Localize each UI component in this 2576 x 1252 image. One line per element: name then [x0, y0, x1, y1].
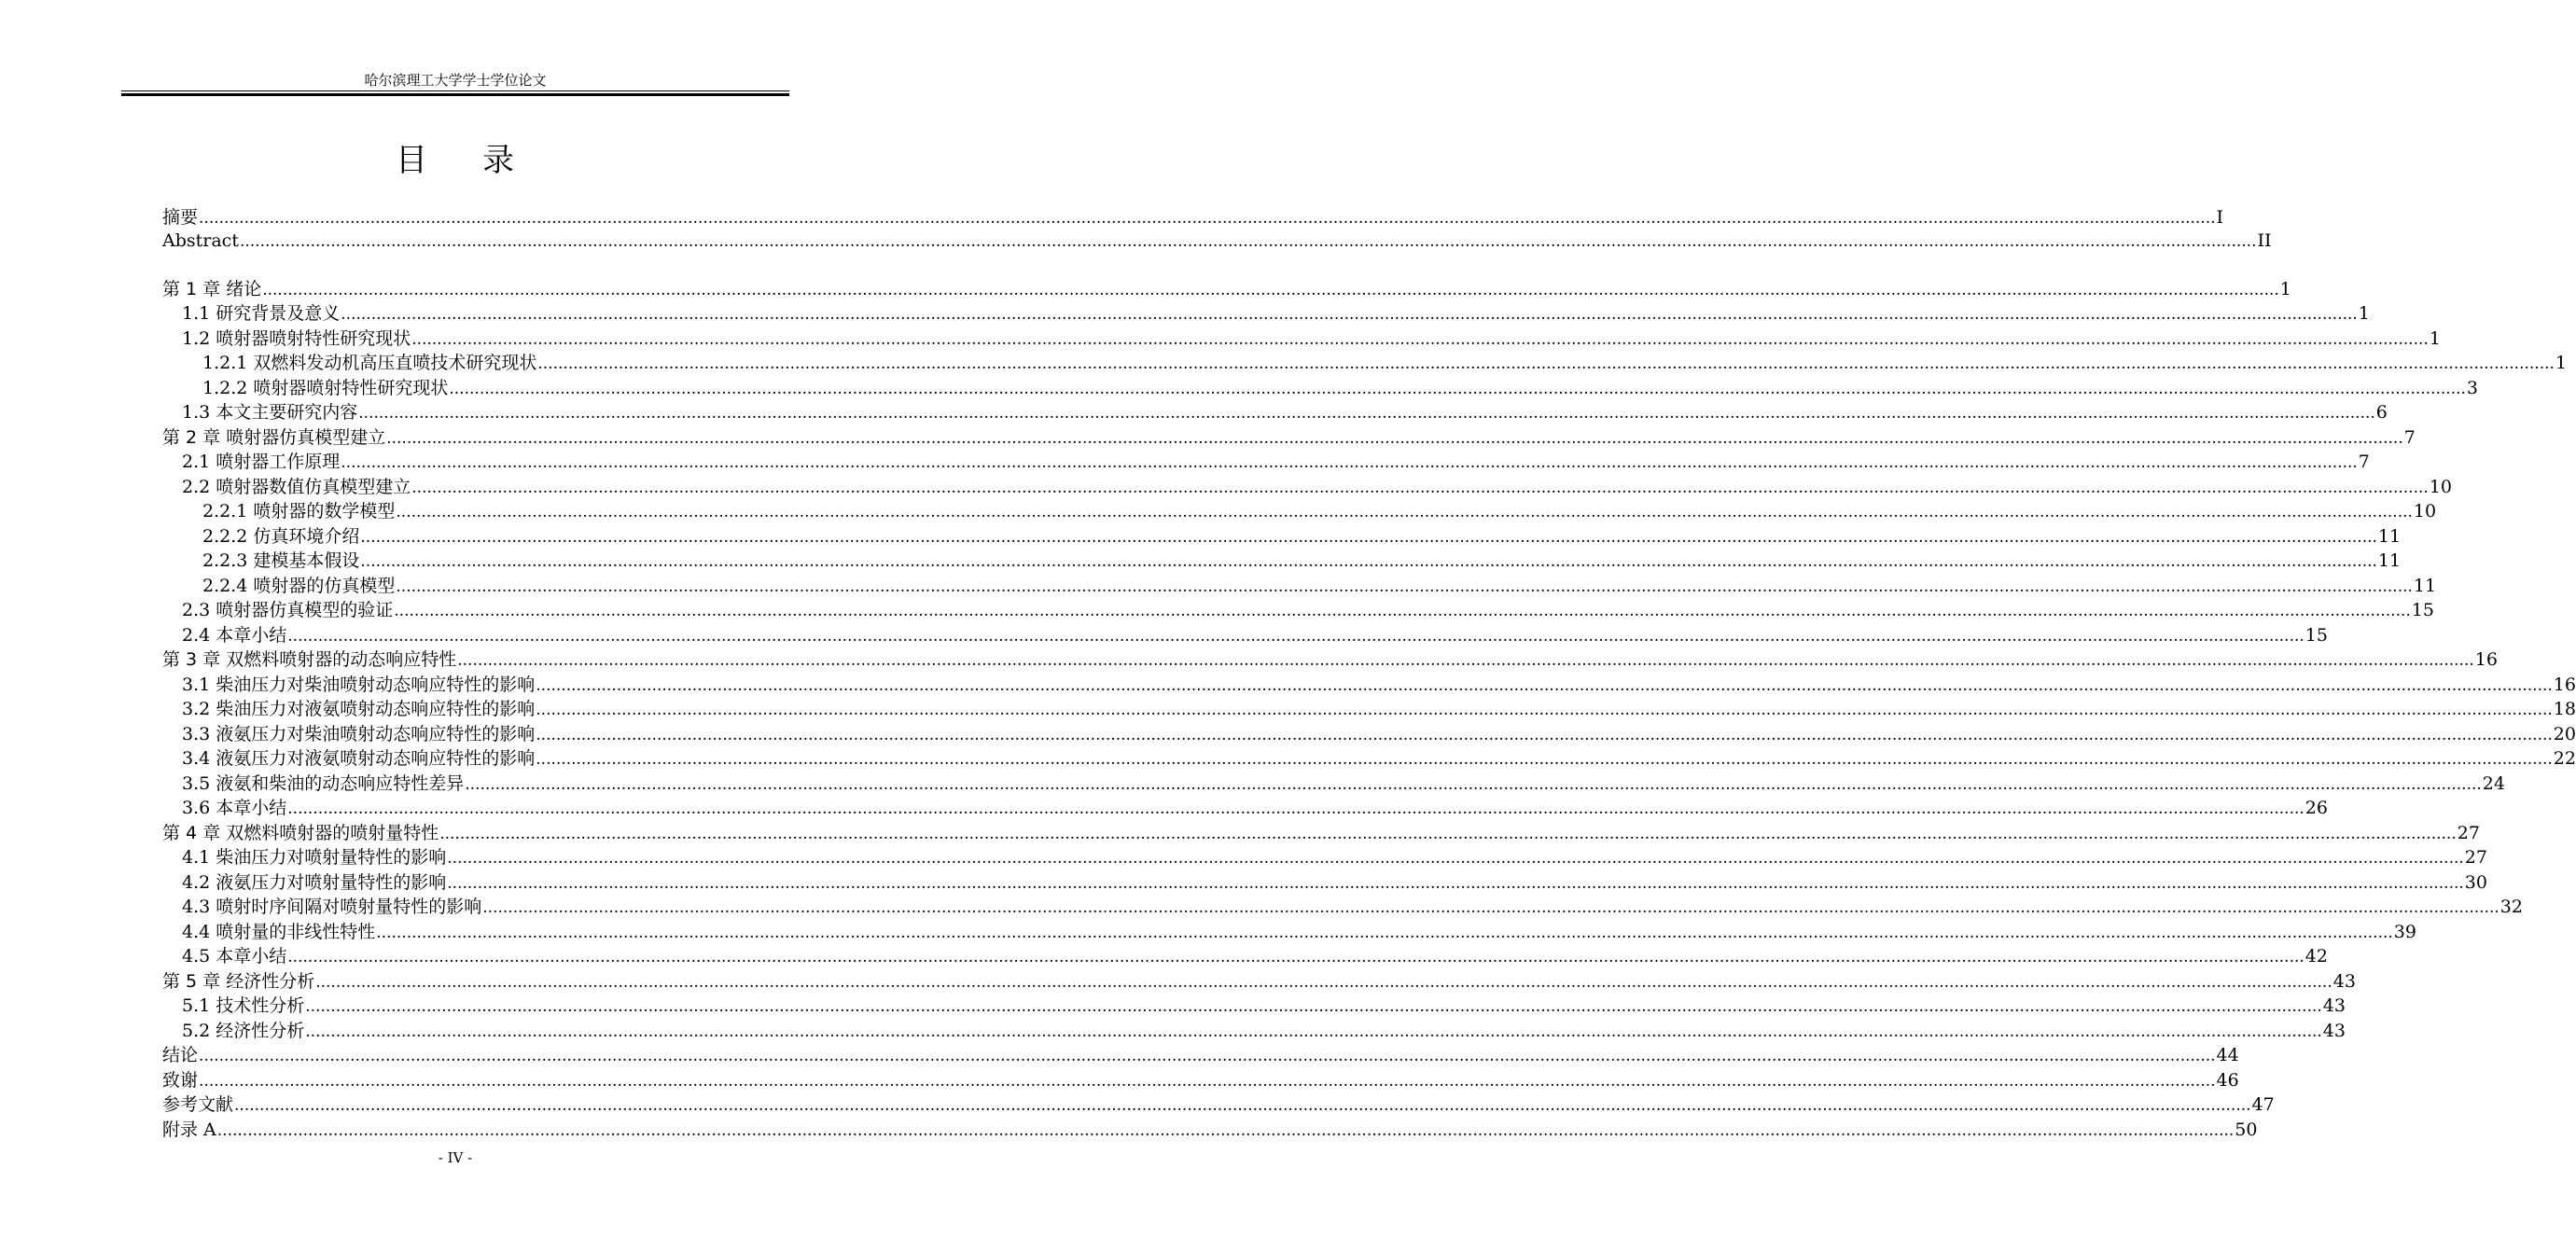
toc-entry-page: 27: [2457, 823, 2480, 843]
toc-entry-page: 1: [2358, 303, 2370, 324]
toc-leader-dots: ................................................................................................................................................................................................................................................................................................................................................................................................................: [439, 825, 2457, 843]
toc-leader-dots: ................................................................................................................................................................................................................................................................................................................................................................................................................: [199, 1072, 2216, 1091]
toc-entry-page: 15: [2304, 625, 2328, 646]
toc-entry-label: 4.4 喷射量的非线性特性: [182, 922, 376, 942]
toc-entry-page: 39: [2393, 922, 2416, 942]
toc-leader-dots: ................................................................................................................................................................................................................................................................................................................................................................................................................: [447, 874, 2464, 893]
toc-entry-label: 第 2 章 喷射器仿真模型建立: [162, 427, 386, 448]
toc-entry-label: 第 1 章 绪论: [162, 279, 262, 299]
toc-leader-dots: ................................................................................................................................................................................................................................................................................................................................................................................................................: [305, 997, 2322, 1016]
toc-entry-page: 1: [2555, 353, 2568, 373]
toc-entry-section-2-2-2[interactable]: [202, 525, 2402, 548]
toc-entry-label: 结论: [162, 1045, 199, 1065]
toc-entry-section-1-2-2[interactable]: [202, 377, 2479, 399]
toc-entry-label: 3.3 液氨压力对柴油喷射动态响应特性的影响: [182, 724, 536, 744]
toc-entry-page: 10: [2429, 477, 2452, 497]
title-char-right: 录: [482, 142, 515, 179]
toc-entry-page: 24: [2482, 773, 2505, 794]
toc-entry-section-1-3[interactable]: [182, 401, 2388, 424]
toc-entry-page: 47: [2251, 1094, 2275, 1115]
toc-entry-abstract-en[interactable]: [162, 230, 2272, 252]
toc-entry-chapter-3[interactable]: [162, 648, 2498, 671]
toc-entry-label: 1.1 研究背景及意义: [182, 303, 341, 324]
toc-entry-acknowledgements[interactable]: [162, 1069, 2239, 1092]
toc-entry-label: 5.2 经济性分析: [182, 1021, 305, 1041]
toc-leader-dots: ................................................................................................................................................................................................................................................................................................................................................................................................................: [234, 1096, 2251, 1115]
toc-entry-section-3-5[interactable]: [182, 772, 2505, 795]
toc-leader-dots: ................................................................................................................................................................................................................................................................................................................................................................................................................: [457, 651, 2474, 670]
toc-entry-label: 3.2 柴油压力对液氨喷射动态响应特性的影响: [182, 699, 536, 719]
toc-entry-page: 11: [2377, 526, 2402, 547]
page-header: 哈尔滨理工大学学士学位论文: [364, 72, 547, 89]
toc-entry-label: 3.1 柴油压力对柴油喷射动态响应特性的影响: [182, 675, 536, 695]
toc-entry-page: 27: [2464, 847, 2487, 868]
toc-leader-dots: ................................................................................................................................................................................................................................................................................................................................................................................................................: [449, 380, 2466, 398]
toc-leader-dots: ................................................................................................................................................................................................................................................................................................................................................................................................................: [411, 330, 2429, 349]
toc-leader-dots: ................................................................................................................................................................................................................................................................................................................................................................................................................: [536, 726, 2553, 744]
toc-entry-chapter-2[interactable]: [162, 426, 2416, 449]
toc-entry-page: 7: [2403, 427, 2416, 448]
toc-entry-label: 2.4 本章小结: [182, 625, 287, 646]
toc-leader-dots: ................................................................................................................................................................................................................................................................................................................................................................................................................: [199, 1047, 2216, 1065]
toc-entry-page: 6: [2375, 402, 2388, 423]
toc-entry-page: 11: [2377, 550, 2402, 571]
toc-entry-appendix-a[interactable]: [162, 1119, 2258, 1141]
toc-entry-page: 7: [2358, 452, 2370, 472]
toc-entry-conclusion[interactable]: [162, 1044, 2239, 1066]
toc-leader-dots: ................................................................................................................................................................................................................................................................................................................................................................................................................: [287, 627, 2304, 646]
toc-entry-label: 2.2.1 喷射器的数学模型: [202, 501, 396, 522]
toc-entry-label: 3.6 本章小结: [182, 798, 287, 818]
toc-entry-label: 2.2.3 建模基本假设: [202, 550, 360, 571]
toc-entry-section-3-2[interactable]: [182, 698, 2576, 720]
toc-entry-page: 50: [2235, 1120, 2258, 1140]
toc-leader-dots: ................................................................................................................................................................................................................................................................................................................................................................................................................: [358, 404, 2375, 423]
toc-entry-page: 18: [2553, 699, 2576, 719]
toc-leader-dots: ................................................................................................................................................................................................................................................................................................................................................................................................................: [287, 948, 2304, 967]
toc-entry-page: 44: [2216, 1045, 2239, 1065]
toc-entry-label: Abstract: [162, 230, 239, 251]
toc-entry-page: 15: [2411, 600, 2434, 620]
toc-leader-dots: ................................................................................................................................................................................................................................................................................................................................................................................................................: [394, 602, 2411, 620]
toc-entry-page: 10: [2413, 501, 2437, 522]
toc-entry-abstract-cn[interactable]: [162, 206, 2224, 229]
toc-entry-label: 2.2.4 喷射器的仿真模型: [202, 576, 396, 596]
toc-entry-page: 42: [2304, 946, 2328, 967]
toc-entry-label: 4.1 柴油压力对喷射量特性的影响: [182, 847, 447, 868]
toc-entry-page: 16: [2553, 675, 2576, 695]
toc-leader-dots: ................................................................................................................................................................................................................................................................................................................................................................................................................: [536, 750, 2553, 769]
toc-entry-section-4-1[interactable]: [182, 846, 2487, 869]
toc-leader-dots: ................................................................................................................................................................................................................................................................................................................................................................................................................: [447, 849, 2464, 868]
toc-entry-label: 2.3 喷射器仿真模型的验证: [182, 600, 394, 620]
toc-entry-page: 1: [2279, 279, 2291, 299]
toc-entry-page: 26: [2304, 798, 2328, 818]
toc-entry-section-5-1[interactable]: [182, 995, 2346, 1017]
toc-leader-dots: ................................................................................................................................................................................................................................................................................................................................................................................................................: [396, 577, 2413, 596]
toc-entry-label: 附录 A: [162, 1120, 216, 1140]
toc-entry-page: 16: [2474, 649, 2498, 670]
toc-leader-dots: ................................................................................................................................................................................................................................................................................................................................................................................................................: [386, 429, 2403, 448]
toc-entry-chapter-5[interactable]: [162, 970, 2356, 993]
toc-entry-section-4-2[interactable]: [182, 871, 2487, 894]
toc-leader-dots: ................................................................................................................................................................................................................................................................................................................................................................................................................: [287, 800, 2304, 818]
toc-entry-section-2-4[interactable]: [182, 624, 2328, 647]
toc-entry-label: 4.5 本章小结: [182, 946, 287, 967]
toc-entry-section-3-1[interactable]: [182, 674, 2576, 696]
toc-leader-dots: ................................................................................................................................................................................................................................................................................................................................................................................................................: [239, 232, 2257, 251]
toc-entry-label: 摘要: [162, 207, 199, 228]
toc-entry-section-4-3[interactable]: [182, 896, 2523, 918]
toc-leader-dots: ................................................................................................................................................................................................................................................................................................................................................................................................................: [376, 924, 2393, 942]
toc-leader-dots: ................................................................................................................................................................................................................................................................................................................................................................................................................: [536, 701, 2553, 719]
toc-entry-section-3-4[interactable]: [182, 747, 2576, 770]
toc-entry-label: 参考文献: [162, 1094, 234, 1115]
toc-leader-dots: ................................................................................................................................................................................................................................................................................................................................................................................................................: [465, 775, 2482, 794]
toc-entry-section-2-2-3[interactable]: [202, 549, 2402, 572]
toc-entry-section-1-2-1[interactable]: [202, 352, 2568, 374]
toc-entry-label: 2.2.2 仿真环境介绍: [202, 526, 360, 547]
toc-entry-section-3-3[interactable]: [182, 723, 2576, 745]
toc-entry-label: 3.5 液氨和柴油的动态响应特性差异: [182, 773, 465, 794]
toc-entry-page: 3: [2466, 378, 2479, 398]
toc-entry-label: 第 4 章 双燃料喷射器的喷射量特性: [162, 823, 439, 843]
toc-entry-page: II: [2257, 230, 2272, 251]
toc-entry-label: 4.2 液氨压力对喷射量特性的影响: [182, 872, 447, 893]
toc-entry-section-4-4[interactable]: [182, 921, 2416, 943]
toc-entry-label: 第 5 章 经济性分析: [162, 971, 315, 992]
toc-entry-chapter-4[interactable]: [162, 822, 2480, 844]
toc-leader-dots: ................................................................................................................................................................................................................................................................................................................................................................................................................: [360, 528, 2377, 547]
toc-leader-dots: ................................................................................................................................................................................................................................................................................................................................................................................................................: [199, 209, 2216, 228]
toc-leader-dots: ................................................................................................................................................................................................................................................................................................................................................................................................................: [482, 898, 2499, 917]
toc-entry-label: 1.2.2 喷射器喷射特性研究现状: [202, 378, 449, 398]
toc-entry-page: 32: [2499, 897, 2523, 917]
toc-entry-section-5-2[interactable]: [182, 1020, 2346, 1042]
toc-entry-section-2-2-1[interactable]: [202, 500, 2437, 522]
toc-entry-references[interactable]: [162, 1093, 2275, 1116]
toc-entry-page: 43: [2322, 1021, 2346, 1041]
toc-leader-dots: ................................................................................................................................................................................................................................................................................................................................................................................................................: [341, 305, 2358, 324]
toc-entry-label: 1.3 本文主要研究内容: [182, 402, 358, 423]
toc-entry-section-2-2-4[interactable]: [202, 575, 2437, 597]
toc-entry-page: 43: [2322, 995, 2346, 1016]
toc-leader-dots: ................................................................................................................................................................................................................................................................................................................................................................................................................: [411, 479, 2429, 497]
page-number-footer: - IV -: [438, 1149, 473, 1166]
toc-entry-section-4-5[interactable]: [182, 945, 2328, 967]
toc-entry-section-2-1[interactable]: [182, 451, 2370, 473]
title-char-left: 目: [396, 142, 428, 179]
toc-leader-dots: ................................................................................................................................................................................................................................................................................................................................................................................................................: [537, 355, 2555, 373]
toc-entry-chapter-1[interactable]: [162, 278, 2291, 300]
toc-entry-page: 30: [2464, 872, 2487, 893]
toc-entry-page: 22: [2553, 748, 2576, 769]
toc-entry-label: 第 3 章 双燃料喷射器的动态响应特性: [162, 649, 457, 670]
toc-leader-dots: ................................................................................................................................................................................................................................................................................................................................................................................................................: [341, 453, 2358, 472]
toc-entry-section-2-3[interactable]: [182, 599, 2434, 621]
toc-entry-page: I: [2216, 207, 2224, 228]
toc-entry-page: 1: [2429, 328, 2441, 349]
toc-entry-label: 4.3 喷射时序间隔对喷射量特性的影响: [182, 897, 482, 917]
toc-entry-label: 1.2 喷射器喷射特性研究现状: [182, 328, 411, 349]
toc-entry-section-3-6[interactable]: [182, 797, 2328, 819]
toc-entry-label: 2.2 喷射器数值仿真模型建立: [182, 477, 411, 497]
toc-leader-dots: ................................................................................................................................................................................................................................................................................................................................................................................................................: [360, 552, 2377, 571]
toc-entry-page: 46: [2216, 1070, 2239, 1091]
toc-entry-label: 致谢: [162, 1070, 199, 1091]
toc-leader-dots: ................................................................................................................................................................................................................................................................................................................................................................................................................: [216, 1121, 2235, 1140]
toc-entry-page: 11: [2413, 576, 2437, 596]
toc-leader-dots: ................................................................................................................................................................................................................................................................................................................................................................................................................: [315, 973, 2332, 992]
toc-leader-dots: ................................................................................................................................................................................................................................................................................................................................................................................................................: [262, 281, 2279, 299]
toc-entry-page: 20: [2553, 724, 2576, 744]
toc-leader-dots: ................................................................................................................................................................................................................................................................................................................................................................................................................: [305, 1022, 2322, 1041]
toc-entry-section-1-1[interactable]: [182, 302, 2370, 325]
toc-leader-dots: ................................................................................................................................................................................................................................................................................................................................................................................................................: [396, 503, 2413, 522]
toc-entry-section-1-2[interactable]: [182, 327, 2441, 350]
toc-entry-label: 2.1 喷射器工作原理: [182, 452, 341, 472]
toc-entry-label: 5.1 技术性分析: [182, 995, 305, 1016]
toc-entry-label: 1.2.1 双燃料发动机高压直喷技术研究现状: [202, 353, 537, 373]
toc-entry-section-2-2[interactable]: [182, 476, 2452, 498]
toc-entry-label: 3.4 液氨压力对液氨喷射动态响应特性的影响: [182, 748, 536, 769]
toc-entry-page: 43: [2332, 971, 2356, 992]
toc-leader-dots: ................................................................................................................................................................................................................................................................................................................................................................................................................: [536, 676, 2553, 695]
